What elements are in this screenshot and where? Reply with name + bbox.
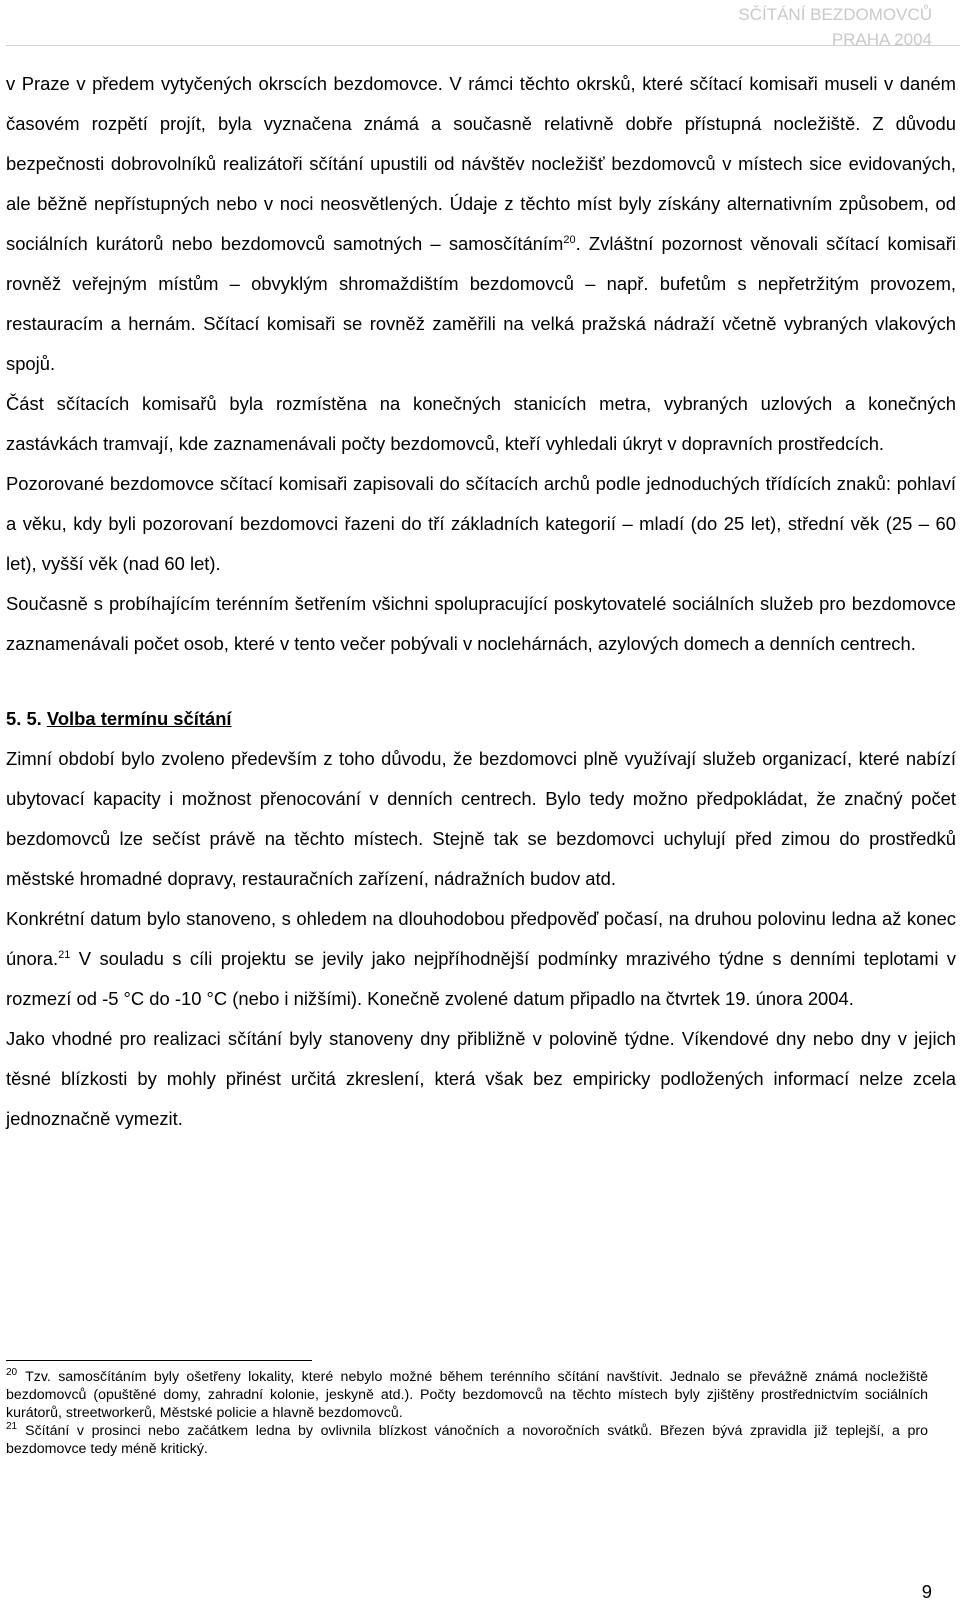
paragraph-services: Současně s probíhajícím terénním šetřením všichni spolupracující poskytovatelé sociálních služeb pro bezdomovce zaznamenávali počet osob, které v tento večer pobývali v noclehárnách, azylových domech a denních centrech.: [6, 593, 956, 654]
paragraph-metro: Část sčítacích komisařů byla rozmístěna na konečných stanicích metra, vybraných uzlových a konečných zastávkách tramvají, kde zaznamenávali počty bezdomovců, kteří vyhledali úkryt v dopravních prostředcích.: [6, 393, 956, 454]
footnote-20: [6, 1368, 928, 1422]
paragraph-weekdays: Jako vhodné pro realizaci sčítání byly stanoveny dny přibližně v polovině týdne. Víkendové dny nebo dny v jejich těsné blízkosti by mohly přinést určitá zkreslení, která však bez empiricky podložených informací nelze zcela jednoznačně vymezit.: [6, 1028, 956, 1129]
section-number: 5. 5.: [6, 708, 42, 729]
main-text: [6, 64, 956, 1139]
footnotes: [6, 1368, 928, 1458]
footnote-separator: [6, 1360, 312, 1361]
paragraph-text-continued: V souladu s cíli projektu se jevily jako nejpříhodnější podmínky mrazivého týdne s denními teplotami v rozmezí od -5 °C do -10 °C (nebo i nižšími). Konečně zvolené datum připadlo na čtvrtek 19. února 2004.: [6, 948, 956, 1009]
paragraph-text: v Praze v předem vytyčených okrscích bezdomovce. V rámci těchto okrsků, které sčítací komisaři museli v daném časovém rozpětí projít, byla vyznačena známá a současně relativně dobře přístupná nocležiště. Z důvodu bezpečnosti dobrovolníků realizátoři sčítání upustili od návštěv nocležišť bezdomovců v místech sice evidovaných, ale běžně nepřístupných nebo v noci neosvětlených. Údaje z těchto míst byly získány alternativním způsobem, od sociálních kurátorů nebo bezdomovců samotných – samosčítáním: [6, 73, 956, 254]
header-divider: [6, 45, 960, 46]
paragraph-text: Konkrétní datum bylo stanoveno, s ohledem na dlouhodobou předpověď počasí, na druhou polovinu ledna až konec února.: [6, 908, 956, 969]
paragraph-winter: Zimní období bylo zvoleno především z toho důvodu, že bezdomovci plně využívají služeb organizací, které nabízí ubytovací kapacity i možnost přenocování v denních centrech. Bylo tedy možno předpokládat, že značný počet bezdomovců lze sečíst právě na těchto místech. Stejně tak se bezdomovci uchylují před zimou do prostředků městské hromadné dopravy, restauračních zařízení, nádražních budov atd.: [6, 748, 956, 889]
footnote-number: 21: [6, 1421, 18, 1432]
section-heading: [6, 699, 956, 739]
section-title: Volba termínu sčítání: [46, 708, 232, 729]
footnote-21: [6, 1422, 928, 1458]
footnote-ref-21: 21: [58, 949, 71, 961]
paragraph-okrsky: [6, 64, 956, 384]
paragraph-categories: Pozorované bezdomovce sčítací komisaři zapisovali do sčítacích archů podle jednoduchých třídících znaků: pohlaví a věku, kdy byli pozorovaní bezdomovci řazeni do tří základních kategorií – mladí (do 25 let), střední věk (25 – 60 let), vyšší věk (nad 60 let).: [6, 473, 956, 574]
footnote-ref-20: 20: [563, 234, 576, 246]
header-subtitle: PRAHA 2004: [831, 30, 932, 49]
page-number: 9: [921, 1581, 932, 1602]
footnote-text: Tzv. samosčítáním byly ošetřeny lokality, které nebylo možné během terénního sčítání navštívit. Jednalo se převážně známá nocležiště bezdomovců (opuštěné domy, zahradní kolonie, jeskyně atd.). Počty bezdomovců na těchto místech byly zjištěny prostřednictvím sociálních kurátorů, streetworkerů, Městské policie a hlavně bezdomovců.: [6, 1369, 928, 1421]
footnote-text: Sčítání v prosinci nebo začátkem ledna by ovlivnila blízkost vánočních a novoročních svátků. Březen bývá zpravidla již teplejší, a pro bezdomovce tedy méně kritický.: [6, 1423, 928, 1457]
footnote-number: 20: [6, 1367, 18, 1378]
paragraph-text-continued: . Zvláštní pozornost věnovali sčítací komisaři rovněž veřejným místům – obvyklým shromaždištím bezdomovců – např. bufetům s nepřetržitým provozem, restauracím a hernám. Sčítací komisaři se rovněž zaměřili na velká pražská nádraží včetně vybraných vlakových spojů.: [6, 233, 956, 374]
header-title: SČÍTÁNÍ BEZDOMOVCŮ: [738, 5, 932, 24]
section-spacer: [6, 664, 956, 699]
paragraph-date: [6, 899, 956, 1019]
